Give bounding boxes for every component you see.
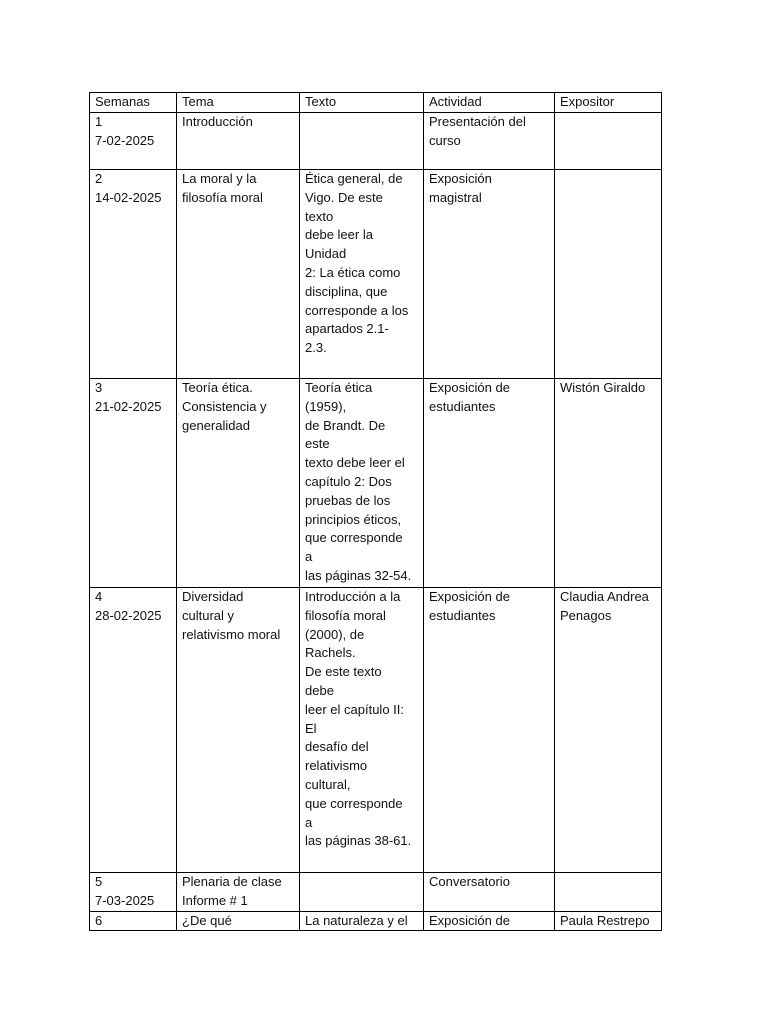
cell-texto: Ética general, de Vigo. De este texto debe leer la Unidad 2: La ética como disciplina, que corresponde a los apartados 2.1- 2.3. <box>300 170 424 379</box>
header-expositor: Expositor <box>555 93 662 113</box>
header-row <box>90 93 662 113</box>
cell-expositor: Wistón Giraldo <box>555 379 662 588</box>
cell-texto-text: La naturaleza y el <box>305 912 408 928</box>
cell-actividad: Conversatorio <box>424 873 555 912</box>
cell-tema-text: ¿De qué <box>182 912 232 928</box>
cell-expositor: Claudia Andrea Penagos <box>555 588 662 873</box>
cell-tema: Teoría ética. Consistencia y generalidad <box>177 379 300 588</box>
cell-semana: 2 14-02-2025 <box>90 170 177 379</box>
table-row <box>90 170 662 379</box>
cell-expositor <box>555 170 662 379</box>
cell-actividad: Exposición magistral <box>424 170 555 379</box>
cell-tema <box>177 911 300 930</box>
cell-semana-text: 6 <box>95 912 103 928</box>
table-row <box>90 379 662 588</box>
cell-tema: Introducción <box>177 113 300 170</box>
cell-semana: 1 7-02-2025 <box>90 113 177 170</box>
table-row <box>90 588 662 873</box>
schedule-table <box>89 92 662 931</box>
cell-actividad: Exposición de estudiantes <box>424 588 555 873</box>
cell-actividad: Presentación del curso <box>424 113 555 170</box>
header-tema: Tema <box>177 93 300 113</box>
cell-actividad <box>424 911 555 930</box>
cell-expositor <box>555 911 662 930</box>
cell-tema: La moral y la filosofía moral <box>177 170 300 379</box>
cell-semana: 3 21-02-2025 <box>90 379 177 588</box>
header-actividad: Actividad <box>424 93 555 113</box>
cell-texto: Introducción a la filosofía moral (2000), de Rachels. De este texto debe leer el capítulo II: El desafío del relativismo cultural, que corresponde a las páginas 38-61. <box>300 588 424 873</box>
cell-texto <box>300 911 424 930</box>
cell-semana <box>90 911 177 930</box>
table-row <box>90 113 662 170</box>
header-semanas: Semanas <box>90 93 177 113</box>
table-row <box>90 873 662 912</box>
table-row <box>90 911 662 930</box>
cell-texto <box>300 873 424 912</box>
cell-texto: Teoría ética (1959), de Brandt. De este texto debe leer el capítulo 2: Dos pruebas de los principios éticos, que corresponde a las páginas 32-54. <box>300 379 424 588</box>
cell-semana: 4 28-02-2025 <box>90 588 177 873</box>
cell-texto <box>300 113 424 170</box>
header-texto: Texto <box>300 93 424 113</box>
cell-tema: Plenaria de clase Informe # 1 <box>177 873 300 912</box>
cell-tema: Diversidad cultural y relativismo moral <box>177 588 300 873</box>
cell-actividad: Exposición de estudiantes <box>424 379 555 588</box>
cell-semana: 5 7-03-2025 <box>90 873 177 912</box>
cell-actividad-text: Exposición de <box>429 912 510 928</box>
cell-expositor-text: Paula Restrepo <box>560 912 650 928</box>
cell-expositor <box>555 113 662 170</box>
cell-expositor <box>555 873 662 912</box>
